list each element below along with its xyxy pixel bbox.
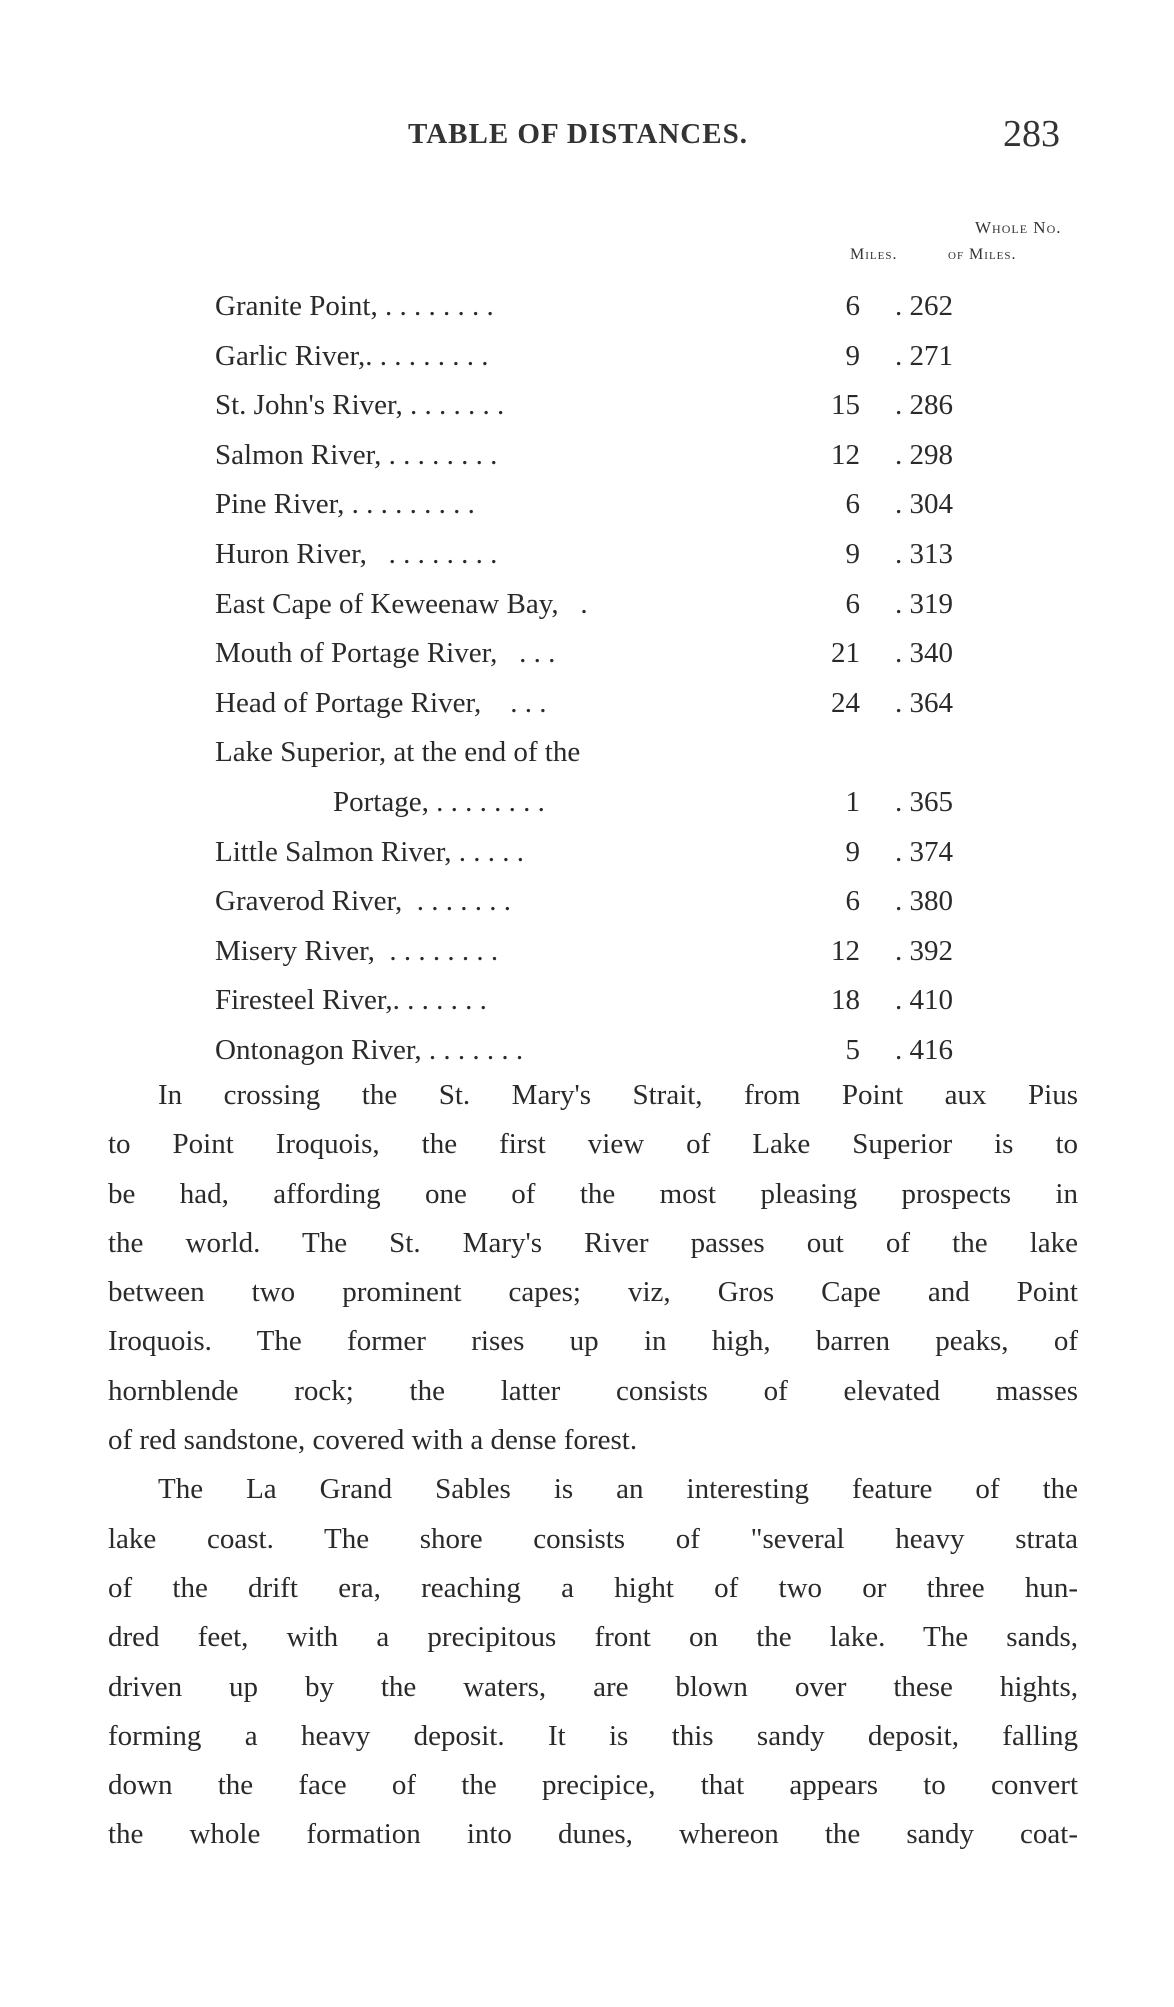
place-name: East Cape of Keweenaw Bay, . <box>215 587 588 620</box>
text-line: lake coast. The shore consists of "several heavy strata <box>108 1522 1078 1555</box>
miles-value: 6 <box>845 587 860 620</box>
place-name: St. John's River, . . . . . . . <box>215 389 505 422</box>
distance-table <box>0 282 1174 1076</box>
table-column-headers <box>0 212 1174 282</box>
table-row <box>0 1026 1174 1076</box>
place-name: Graverod River, . . . . . . . <box>215 885 512 918</box>
place-name: Lake Superior, at the end of the <box>215 736 581 769</box>
place-name: Little Salmon River, . . . . . <box>215 835 524 868</box>
place-name: Ontonagon River, . . . . . . . <box>215 1033 524 1066</box>
whole-miles-value: . 298 <box>895 438 953 471</box>
table-row <box>0 332 1174 382</box>
table-row <box>0 927 1174 977</box>
text-line: be had, affording one of the most pleasing prospects in <box>108 1177 1078 1210</box>
text-line: Iroquois. The former rises up in high, barren peaks, of <box>108 1325 1078 1358</box>
whole-miles-value: . 380 <box>895 885 953 918</box>
table-row <box>0 381 1174 431</box>
miles-value: 15 <box>831 389 860 422</box>
text-line: In crossing the St. Mary's Strait, from Point aux Pius <box>158 1079 1078 1111</box>
whole-miles-value: . 416 <box>895 1033 953 1066</box>
table-row <box>0 480 1174 530</box>
text-line: to Point Iroquois, the first view of Lake Superior is to <box>108 1128 1078 1161</box>
miles-value: 12 <box>831 934 860 967</box>
table-row <box>0 282 1174 332</box>
miles-value: 1 <box>845 785 860 818</box>
whole-miles-value: . 364 <box>895 686 953 719</box>
whole-miles-value: . 392 <box>895 934 953 967</box>
table-row <box>0 530 1174 580</box>
miles-value: 12 <box>831 438 860 471</box>
text-line: dred feet, with a precipitous front on the lake. The sands, <box>108 1621 1078 1654</box>
whole-miles-value: . 340 <box>895 637 953 670</box>
place-name: Firesteel River,. . . . . . . <box>215 984 487 1017</box>
whole-number-header: Whole No. <box>975 218 1062 237</box>
place-name: Huron River, . . . . . . . . <box>215 537 498 570</box>
place-name: Mouth of Portage River, . . . <box>215 637 556 670</box>
miles-value: 21 <box>831 637 860 670</box>
whole-miles-value: . 365 <box>895 785 953 818</box>
text-line: driven up by the waters, are blown over these hights, <box>108 1670 1078 1703</box>
place-name: Misery River, . . . . . . . . <box>215 934 499 967</box>
whole-miles-value: . 313 <box>895 537 953 570</box>
whole-miles-value: . 304 <box>895 488 953 521</box>
miles-header: Miles. <box>850 246 898 263</box>
table-row <box>0 828 1174 878</box>
miles-value: 6 <box>845 885 860 918</box>
table-row <box>0 431 1174 481</box>
table-row <box>0 728 1174 778</box>
table-row <box>0 679 1174 729</box>
place-name: Pine River, . . . . . . . . . <box>215 488 475 521</box>
table-row <box>0 580 1174 630</box>
whole-miles-value: . 271 <box>895 339 953 372</box>
whole-miles-value: . 319 <box>895 587 953 620</box>
place-name: Salmon River, . . . . . . . . <box>215 438 498 471</box>
table-row <box>0 877 1174 927</box>
place-name: Portage, . . . . . . . . <box>333 785 545 818</box>
text-line: forming a heavy deposit. It is this sandy deposit, falling <box>108 1719 1078 1752</box>
text-line: between two prominent capes; viz, Gros Cape and Point <box>108 1276 1078 1309</box>
miles-value: 6 <box>845 488 860 521</box>
text-line: down the face of the precipice, that appears to convert <box>108 1769 1078 1802</box>
page-number: 283 <box>1003 113 1060 155</box>
text-line: hornblende rock; the latter consists of elevated masses <box>108 1374 1078 1407</box>
whole-miles-value: . 262 <box>895 290 953 322</box>
place-name: Head of Portage River, . . . <box>215 686 547 719</box>
miles-value: 6 <box>845 290 860 322</box>
miles-value: 9 <box>845 537 860 570</box>
text-line: the world. The St. Mary's River passes out of the lake <box>108 1226 1078 1259</box>
whole-miles-value: . 374 <box>895 835 953 868</box>
whole-miles-value: . 410 <box>895 984 953 1017</box>
miles-value: 5 <box>845 1033 860 1066</box>
table-row <box>0 629 1174 679</box>
miles-value: 18 <box>831 984 860 1017</box>
text-line: of red sandstone, covered with a dense forest. <box>108 1424 638 1457</box>
table-row <box>0 778 1174 828</box>
of-miles-header: of Miles. <box>948 246 1017 263</box>
miles-value: 24 <box>831 686 860 719</box>
text-line: of the drift era, reaching a hight of two or three hun- <box>108 1571 1078 1604</box>
table-row <box>0 976 1174 1026</box>
body-text <box>108 1071 1078 1860</box>
running-title: TABLE OF DISTANCES. <box>408 118 748 150</box>
place-name: Garlic River,. . . . . . . . . <box>215 339 489 372</box>
text-line: the whole formation into dunes, whereon the sandy coat- <box>108 1818 1078 1851</box>
miles-value: 9 <box>845 339 860 372</box>
running-head <box>108 113 1070 168</box>
place-name: Granite Point, . . . . . . . . <box>215 290 494 322</box>
text-line: The La Grand Sables is an interesting feature of the <box>158 1473 1078 1506</box>
whole-miles-value: . 286 <box>895 389 953 422</box>
miles-value: 9 <box>845 835 860 868</box>
